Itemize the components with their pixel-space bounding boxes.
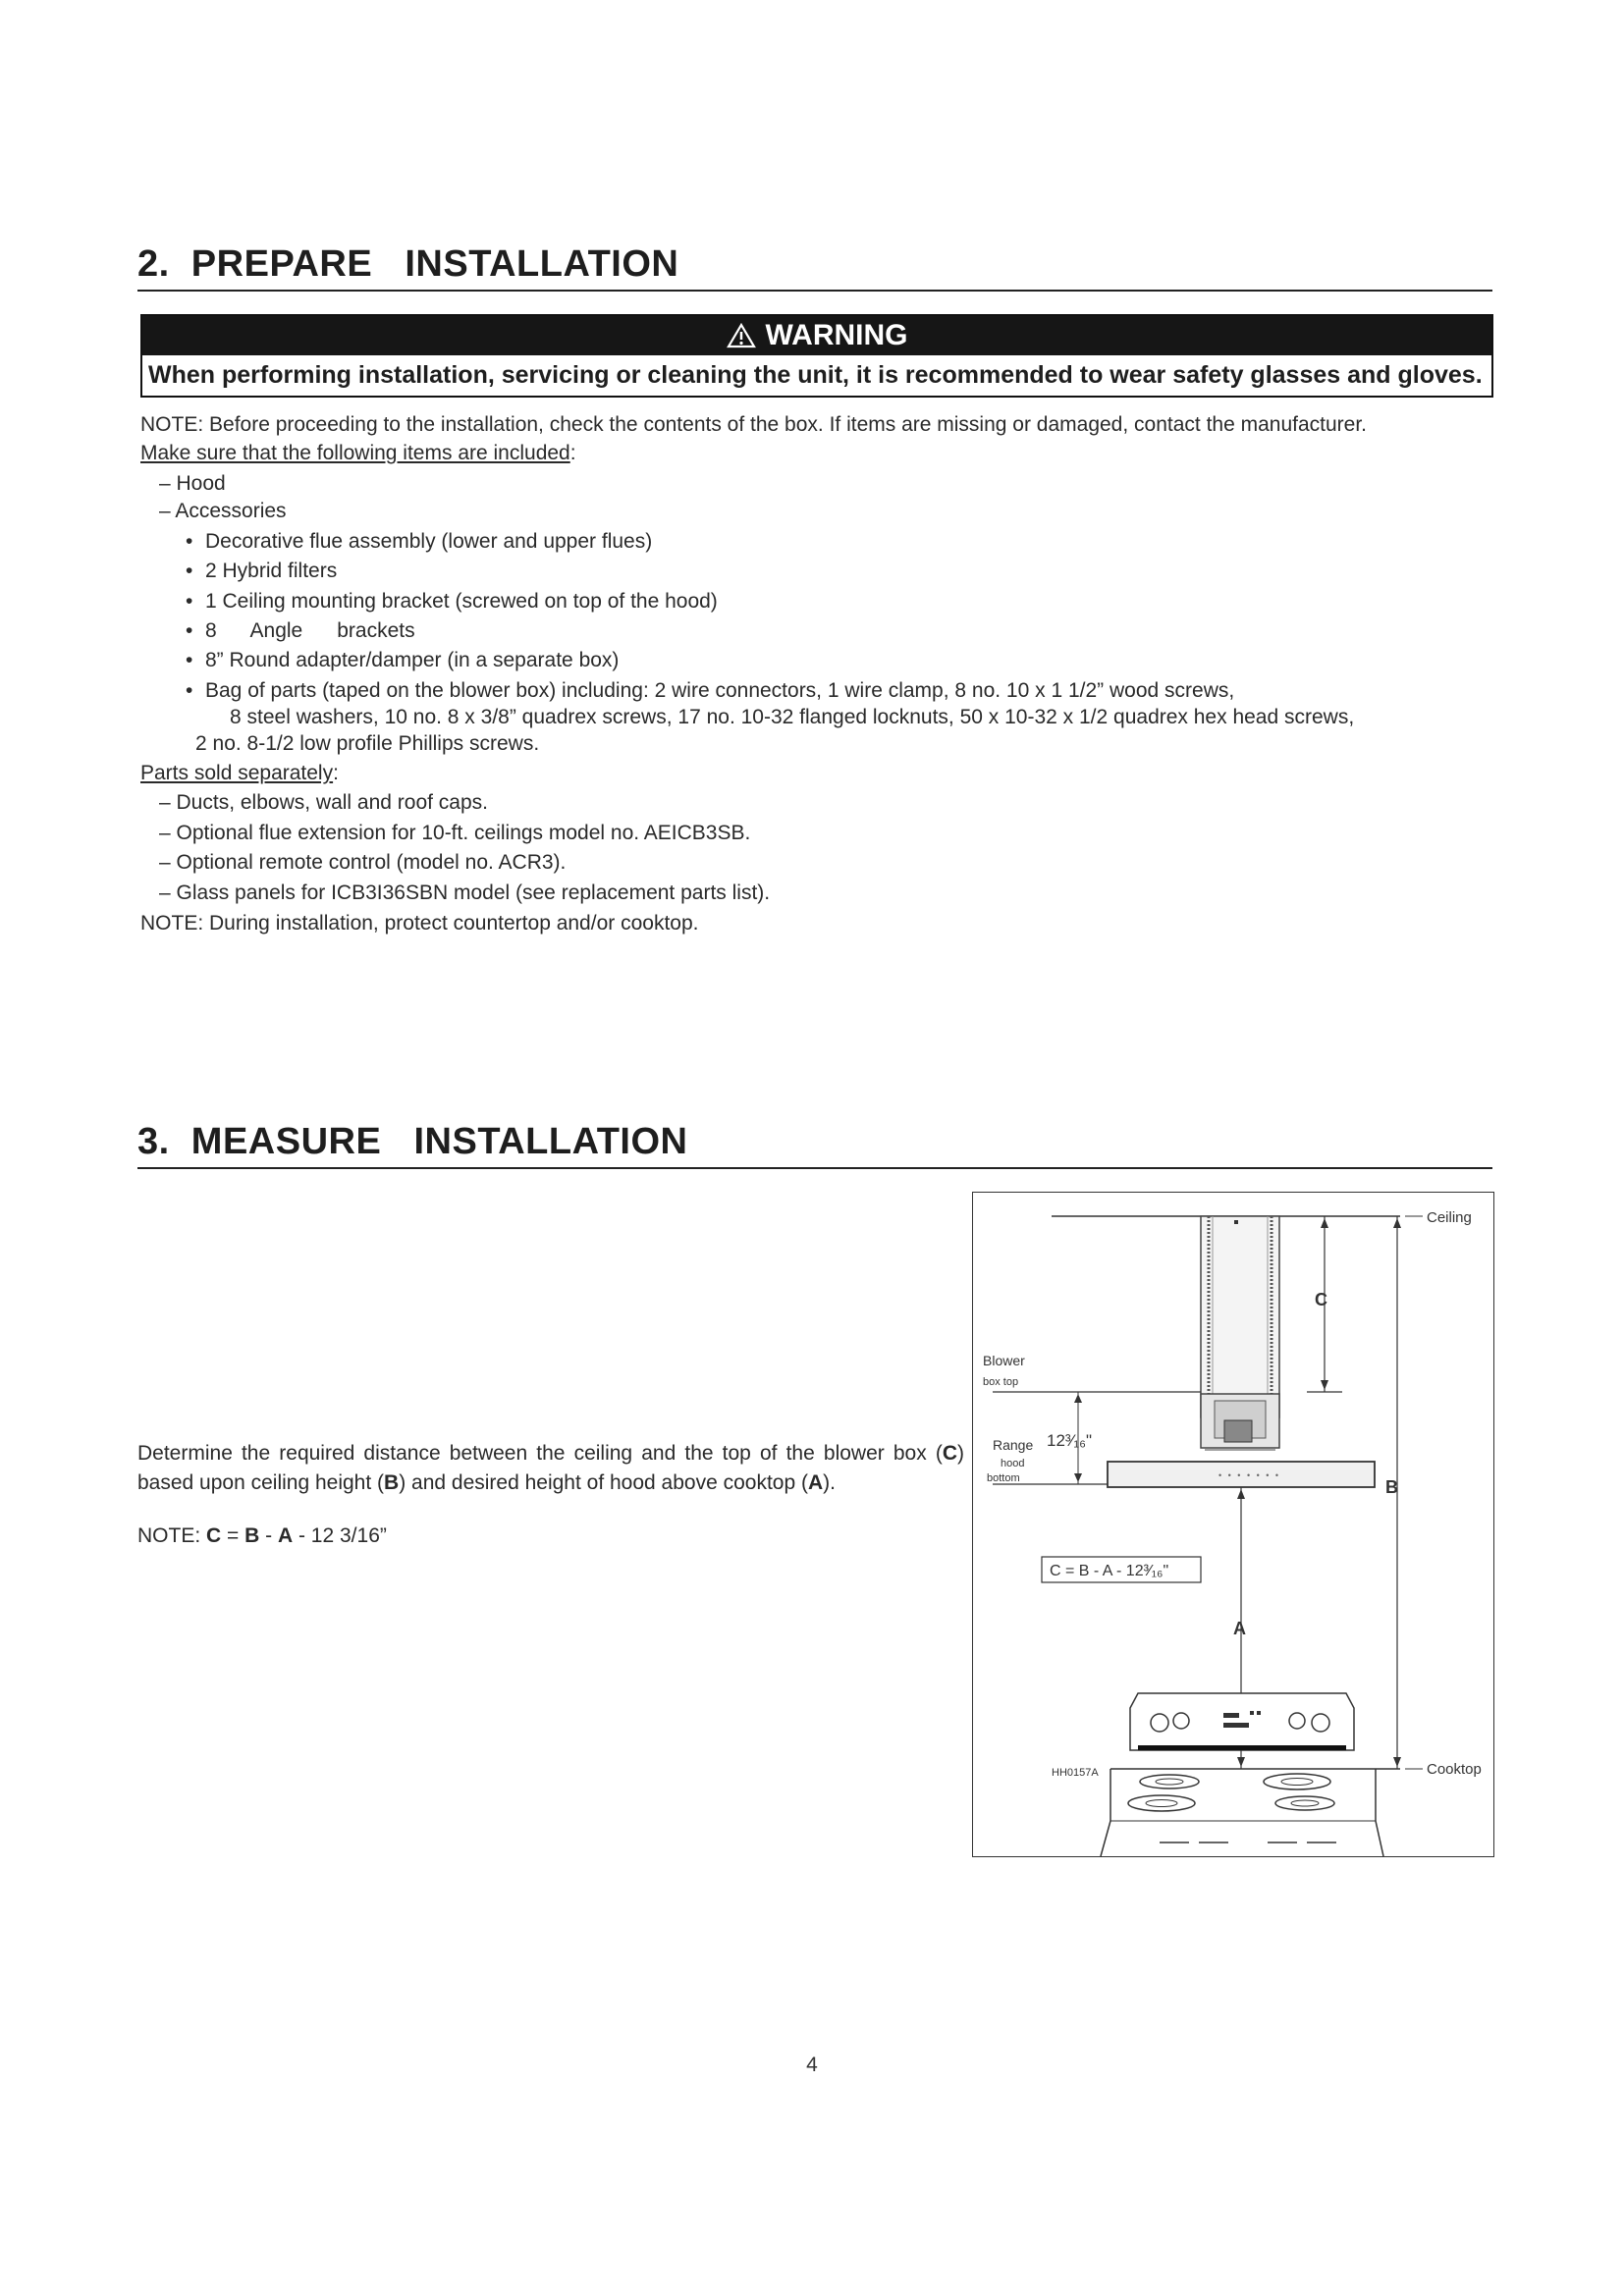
note-check-contents: NOTE: Before proceeding to the installation, check the contents of the box. If items are missing or damaged, contact the manufacturer.	[140, 413, 1367, 436]
label-b: B	[1385, 1477, 1398, 1497]
sold-separately-heading	[140, 759, 339, 788]
stove-backguard	[1130, 1693, 1354, 1750]
included-heading	[140, 439, 576, 468]
desc-text: Determine the required distance between the ceiling and the top of the blower box (	[137, 1442, 943, 1465]
desc-a: A	[807, 1471, 824, 1494]
svg-text:• • • • • • •: • • • • • • •	[1218, 1470, 1281, 1480]
label-c: C	[1315, 1290, 1327, 1309]
formula-text: C = B - A - 12³⁄₁₆"	[1050, 1563, 1169, 1579]
desc-text: ).	[823, 1471, 836, 1494]
measure-note	[137, 1522, 387, 1551]
page-number: 4	[806, 2054, 818, 2076]
blower-label: Blower	[983, 1353, 1025, 1368]
diagram-code: HH0157A	[1052, 1767, 1099, 1779]
note-prefix: NOTE:	[137, 1524, 207, 1547]
note-rest: - 12 3/16”	[293, 1524, 387, 1547]
warning-triangle-icon	[727, 323, 756, 348]
section-2-title: 2. PREPARE INSTALLATION	[137, 243, 1492, 292]
cooktop-label: Cooktop	[1427, 1761, 1482, 1778]
sold-item: – Ducts, elbows, wall and roof caps.	[159, 791, 488, 814]
desc-text: ) and desired height of hood above cooktop (	[399, 1471, 808, 1494]
label-a: A	[1233, 1619, 1246, 1638]
list-item-accessories: – Accessories	[159, 500, 287, 522]
note-a: A	[277, 1524, 294, 1547]
desc-c: C	[942, 1442, 957, 1465]
desc-b: B	[384, 1471, 400, 1494]
note-c: C	[206, 1524, 222, 1547]
note-minus: -	[259, 1524, 278, 1547]
accessory-item: • Bag of parts (taped on the blower box) including: 2 wire connectors, 1 wire clamp, 8 no. 10 x 1 1/2” wood screws,	[205, 676, 1234, 706]
measure-description	[137, 1439, 964, 1498]
range-label: Range	[993, 1437, 1034, 1453]
sold-heading-text: Parts sold separately	[140, 762, 334, 784]
note-protect-countertop: NOTE: During installation, protect countertop and/or cooktop.	[140, 912, 699, 934]
dim-12-3-16: 12³⁄₁₆"	[1047, 1431, 1093, 1450]
accessory-item: • 2 Hybrid filters	[205, 557, 337, 586]
warning-heading: WARNING	[765, 319, 908, 351]
sold-heading-colon: :	[333, 762, 339, 784]
note-b: B	[244, 1524, 260, 1547]
warning-text: When performing installation, servicing or cleaning the unit, it is recommended to wear safety glasses and gloves.	[148, 361, 1483, 389]
accessory-item: • 1 Ceiling mounting bracket (screwed on top of the hood)	[205, 587, 718, 616]
section-3-title: 3. MEASURE INSTALLATION	[137, 1121, 1492, 1169]
range-label-3: bottom	[987, 1472, 1020, 1484]
sold-item: – Glass panels for ICB3I36SBN model (see replacement parts list).	[159, 881, 771, 904]
warning-box	[140, 314, 1493, 398]
desc-text: ) based upon ceiling height (	[137, 1442, 964, 1494]
sold-item: – Optional flue extension for 10-ft. ceilings model no. AEICB3SB.	[159, 822, 751, 844]
sold-item: – Optional remote control (model no. ACR3).	[159, 851, 567, 874]
note-eq: =	[221, 1524, 245, 1547]
measurement-diagram	[972, 1192, 1494, 1857]
accessory-item: • 8” Round adapter/damper (in a separate box)	[205, 646, 619, 675]
included-heading-colon: :	[569, 442, 576, 464]
accessory-item: • Decorative flue assembly (lower and upper flues)	[205, 527, 652, 557]
warning-header	[142, 316, 1491, 355]
list-item-hood: – Hood	[159, 472, 226, 495]
range-hood-diagram	[973, 1193, 1495, 1858]
range-label-2: hood	[1001, 1458, 1025, 1469]
accessory-item: • 8 Angle brackets	[205, 616, 415, 646]
included-heading-text: Make sure that the following items are included	[140, 442, 570, 464]
blower-label-2: box top	[983, 1376, 1019, 1388]
accessory-item-continued: 8 steel washers, 10 no. 8 x 3/8” quadrex screws, 17 no. 10-32 flanged locknuts, 50 x 10-32 x 1/2 quadrex hex head screws,	[230, 706, 1355, 728]
accessory-item-continued: 2 no. 8-1/2 low profile Phillips screws.	[195, 732, 540, 755]
ceiling-label: Ceiling	[1427, 1209, 1472, 1226]
